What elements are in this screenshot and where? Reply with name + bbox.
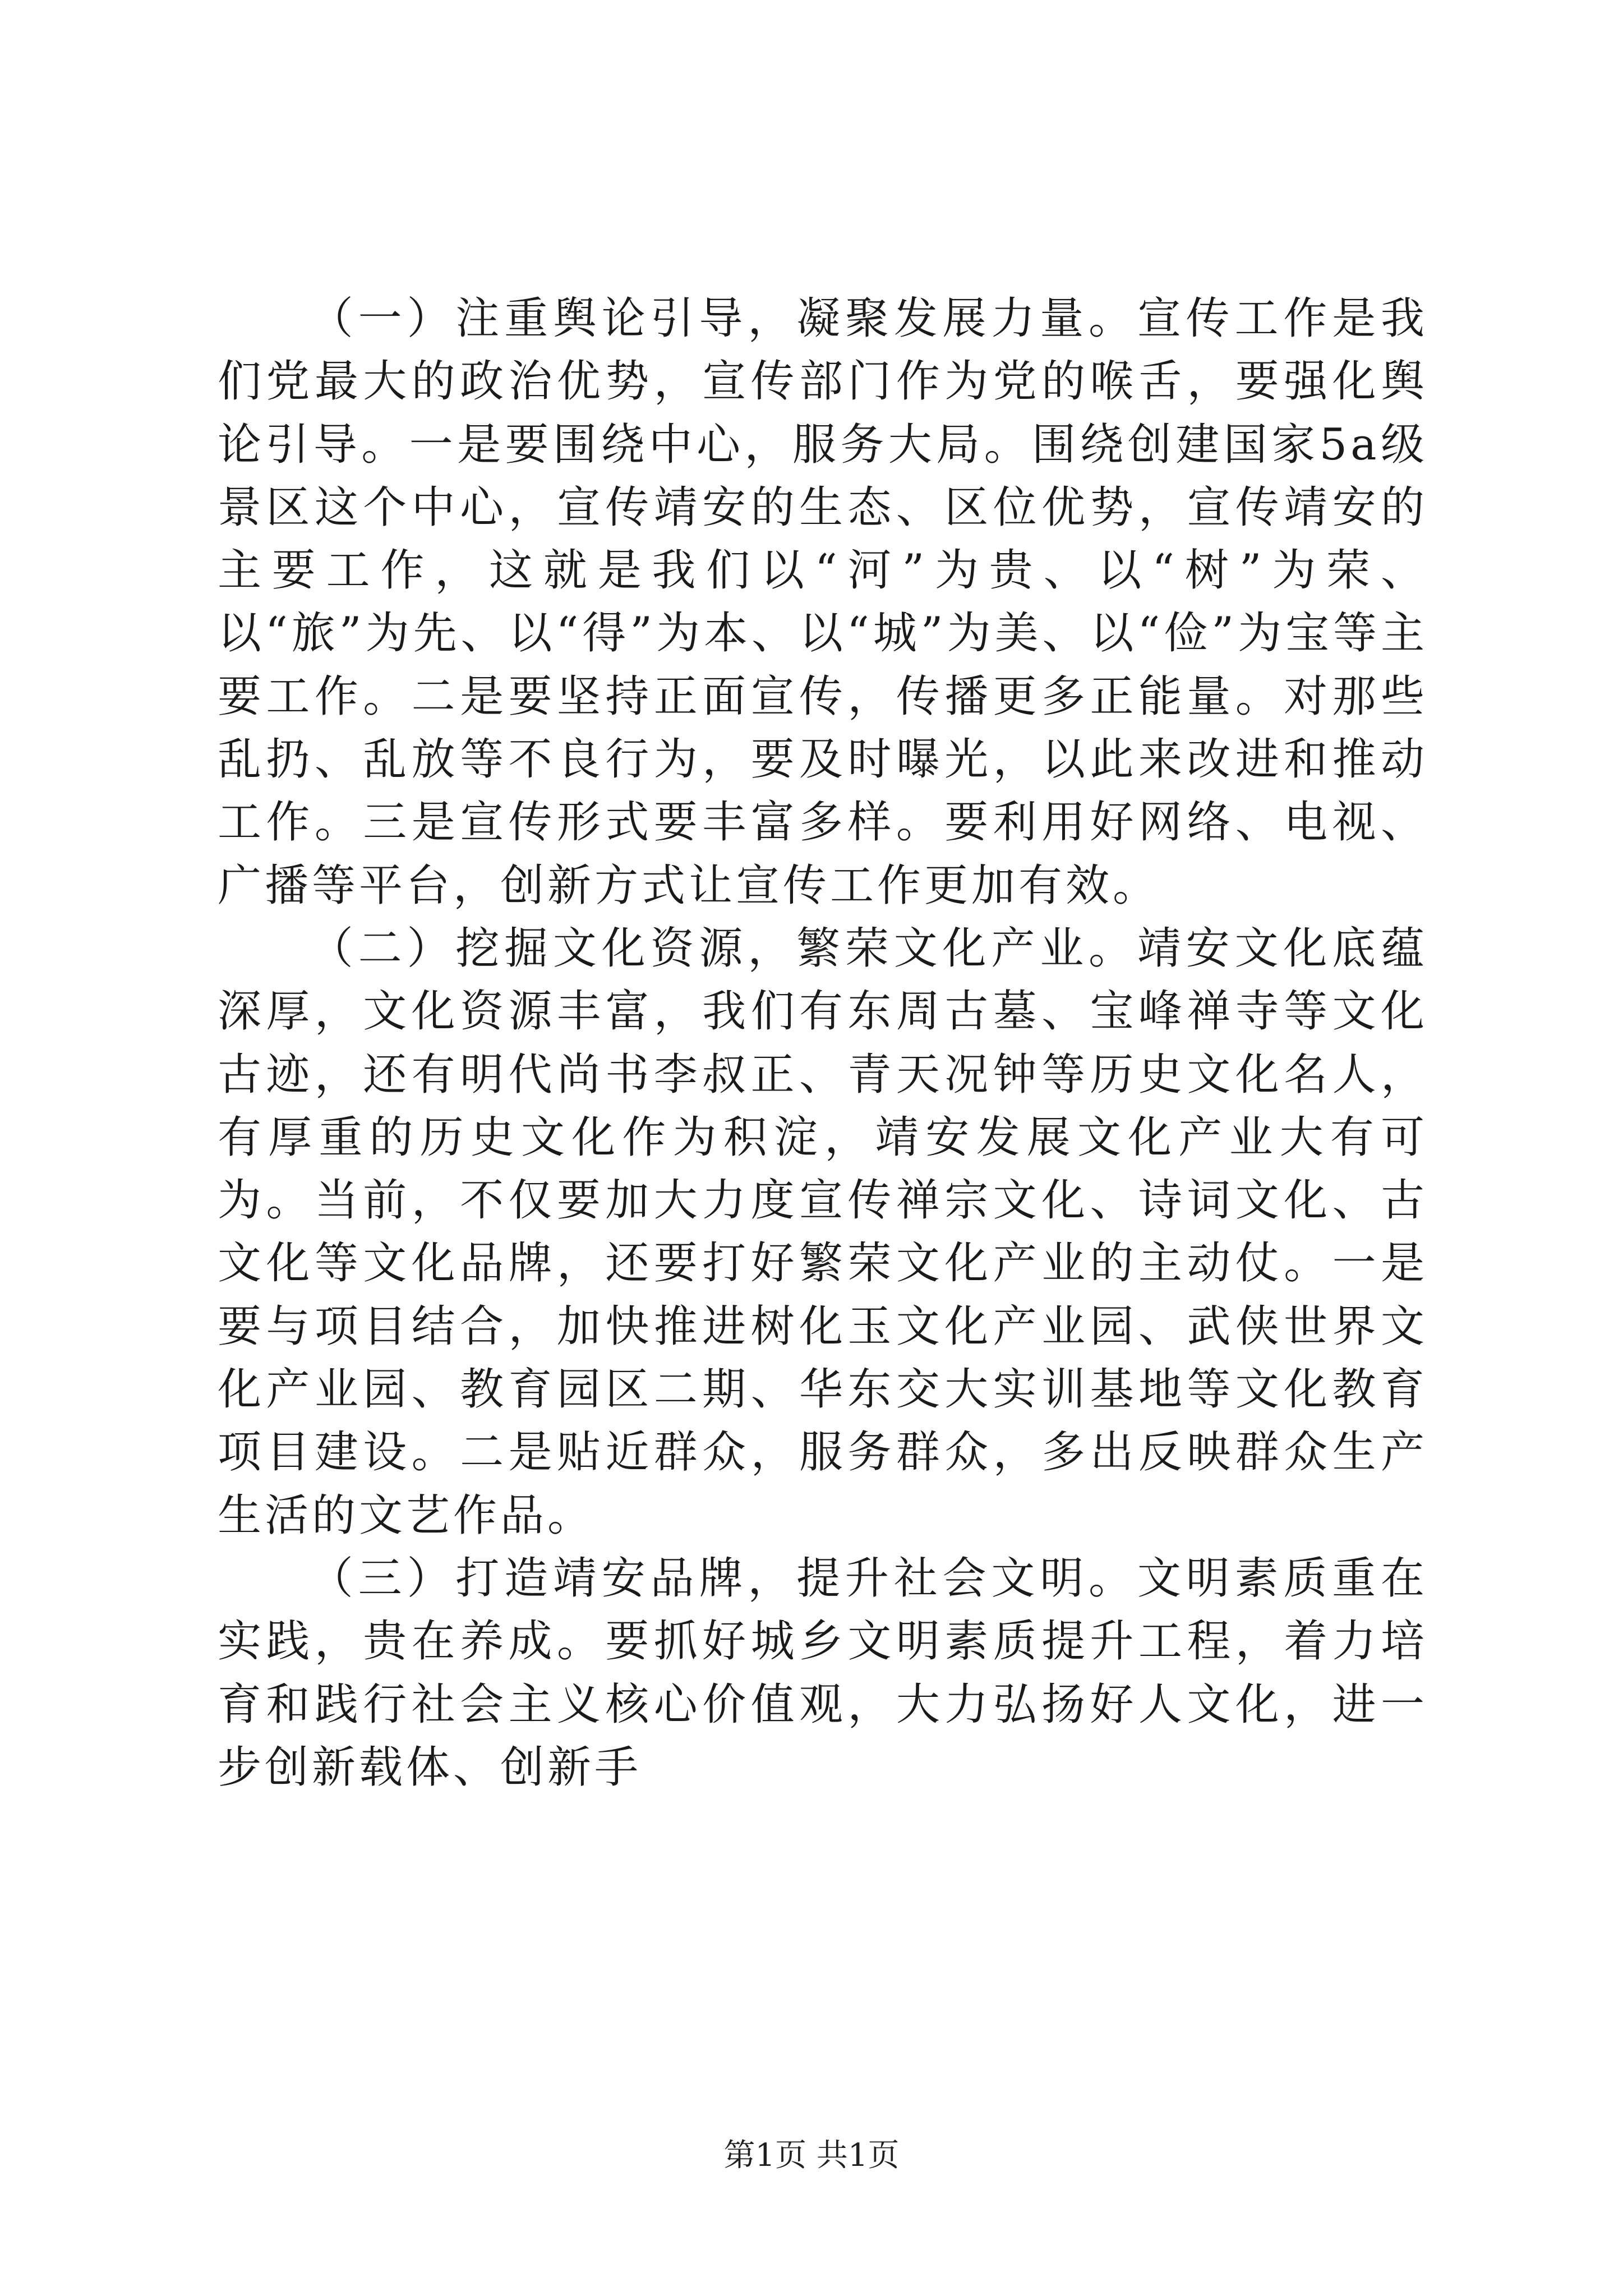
page-footer: [0, 2136, 1623, 2175]
page-number-label: 第1页 共1页: [723, 2137, 900, 2174]
document-body: [218, 287, 1428, 1799]
paragraph-1: （一）注重舆论引导，凝聚发展力量。宣传工作是我们党最大的政治优势，宣传部门作为党的喉舌，要强化舆论引导。一是要围绕中心，服务大局。围绕创建国家5a级景区这个中心，宣传靖安的生态、区位优势，宣传靖安的主要工作，这就是我们以“河”为贵、以“树”为荣、以“旅”为先、以“得”为本、以“城”为美、以“俭”为宝等主要工作。二是要坚持正面宣传，传播更多正能量。对那些乱扔、乱放等不良行为，要及时曝光，以此来改进和推动工作。三是宣传形式要丰富多样。要利用好网络、电视、广播等平台，创新方式让宣传工作更加有效。: [218, 293, 1428, 911]
paragraph-3: （三）打造靖安品牌，提升社会文明。文明素质重在实践，贵在养成。要抓好城乡文明素质提升工程，着力培育和践行社会主义核心价值观，大力弘扬好人文化，进一步创新载体、创新手: [218, 1553, 1428, 1793]
paragraph-2: （二）挖掘文化资源，繁荣文化产业。靖安文化底蕴深厚，文化资源丰富，我们有东周古墓、宝峰禅寺等文化古迹，还有明代尚书李叔正、青天况钟等历史文化名人，有厚重的历史文化作为积淀，靖安发展文化产业大有可为。当前，不仅要加大力度宣传禅宗文化、诗词文化、古文化等文化品牌，还要打好繁荣文化产业的主动仗。一是要与项目结合，加快推进树化玉文化产业园、武侠世界文化产业园、教育园区二期、华东交大实训基地等文化教育项目建设。二是贴近群众，服务群众，多出反映群众生产生活的文艺作品。: [218, 923, 1428, 1541]
